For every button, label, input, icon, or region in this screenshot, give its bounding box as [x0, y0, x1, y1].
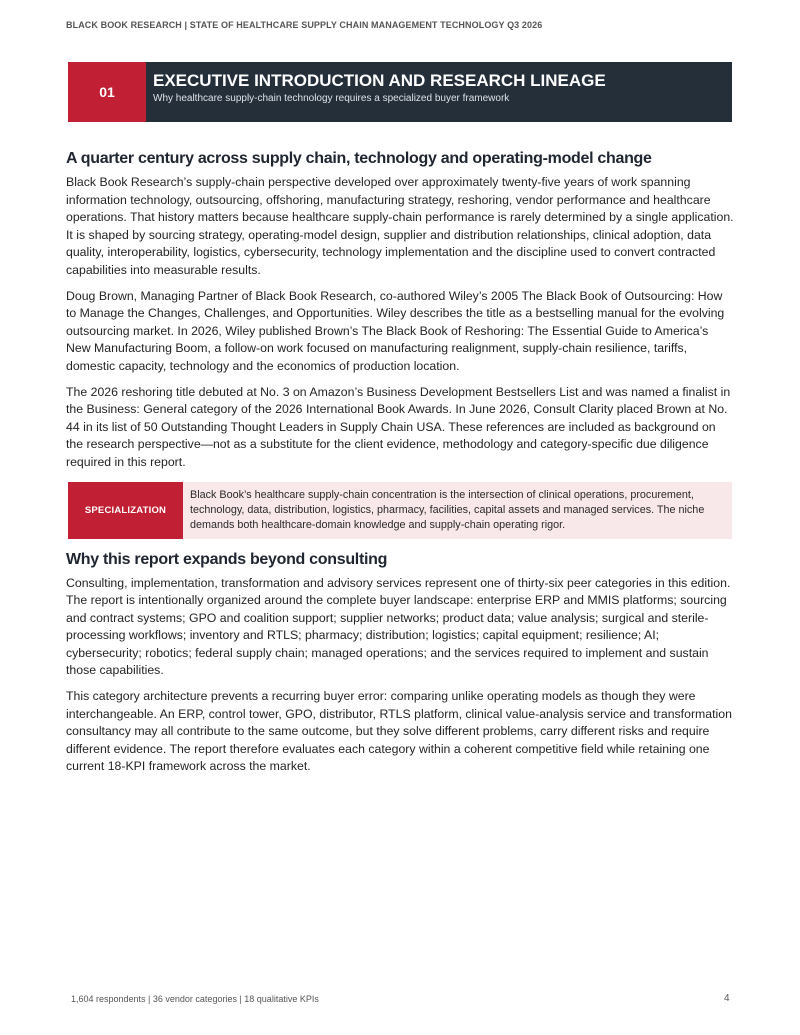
paragraph: Black Book Research’s supply-chain perspective developed over approximately twenty-five years of work spanning information technology, outsourcing, offshoring, manufacturing strategy, reshoring, vendor performance and healthcare operations. That history matters because healthcare supply-chain performance is rarely determined by a single application. It is shaped by sourcing strategy, operating-model design, supplier and distribution relationships, clinical adoption, data quality, interoperability, logistics, cybersecurity, technology implementation and the discipline used to convert contracted capabilities into measurable results.	[66, 175, 734, 277]
page-number: 4	[724, 993, 730, 1004]
specialization-callout	[68, 482, 732, 539]
callout-text: Black Book’s healthcare supply-chain concentration is the intersection of clinical operations, procurement, technology, data, distribution, logistics, pharmacy, facilities, capital assets and managed services. The niche demands both healthcare-domain knowledge and supply-chain operating rigor.	[190, 488, 705, 531]
section-banner	[68, 62, 732, 122]
heading-beyond-consulting: Why this report expands beyond consulting	[66, 550, 388, 568]
paragraph: Doug Brown, Managing Partner of Black Book Research, co-authored Wiley’s 2005 The Black Book of Outsourcing: How to Manage the Changes, Challenges, and Opportunities. Wiley describes the title as a bestselling manual for the evolving outsourcing market. In 2026, Wiley published Brown’s The Black Book of Reshoring: The Essential Guide to America’s New Manufacturing Boom, a follow-on work focused on manufacturing realignment, supply-chain resilience, tariffs, domestic capacity, technology and the economics of production location.	[66, 288, 725, 373]
paragraph: Consulting, implementation, transformation and advisory services represent one of thirty-six peer categories in this edition. The report is intentionally organized around the complete buyer landscape: enterprise ERP and MMIS platforms; sourcing and contract systems; GPO and coalition support; supplier networks; product data; value analysis; surgical and sterile-processing workflows; inventory and RTLS; pharmacy; distribution; logistics; capital equipment; resilience; AI; cybersecurity; robotics; federal supply chain; managed operations; and the services required to implement and sustain those capabilities.	[66, 575, 731, 678]
page-content	[66, 148, 736, 784]
section-title: EXECUTIVE INTRODUCTION AND RESEARCH LINEAGE	[153, 71, 606, 90]
section-number: 01	[68, 62, 146, 122]
callout-label: SPECIALIZATION	[68, 482, 183, 539]
heading-research-lineage: A quarter century across supply chain, technology and operating-model change	[66, 150, 652, 167]
section-subtitle: Why healthcare supply-chain technology requires a specialized buyer framework	[153, 93, 510, 104]
paragraph: This category architecture prevents a recurring buyer error: comparing unlike operating models as though they were interchangeable. An ERP, control tower, GPO, distributor, RTLS platform, clinical value-analysis service and transformation consultancy may all contribute to the same outcome, but they solve different problems, carry different risks and require different evidence. The report therefore evaluates each category within a coherent competitive field while retaining one current 18-KPI framework across the market.	[66, 689, 732, 774]
paragraph: The 2026 reshoring title debuted at No. 3 on Amazon’s Business Development Bestsellers List and was named a finalist in the Business: General category of the 2026 International Book Awards. In June 2026, Consult Clarity placed Brown at No. 44 in its list of 50 Outstanding Thought Leaders in Supply Chain USA. These references are included as background on the research perspective—not as a substitute for the client evidence, methodology and category-specific due diligence required in this report.	[66, 384, 731, 469]
footer-stats: 1,604 respondents | 36 vendor categories | 18 qualitative KPIs	[71, 994, 319, 1004]
section-titles	[146, 62, 606, 122]
running-head: BLACK BOOK RESEARCH | STATE OF HEALTHCARE SUPPLY CHAIN MANAGEMENT TECHNOLOGY Q3 2026	[66, 20, 543, 30]
